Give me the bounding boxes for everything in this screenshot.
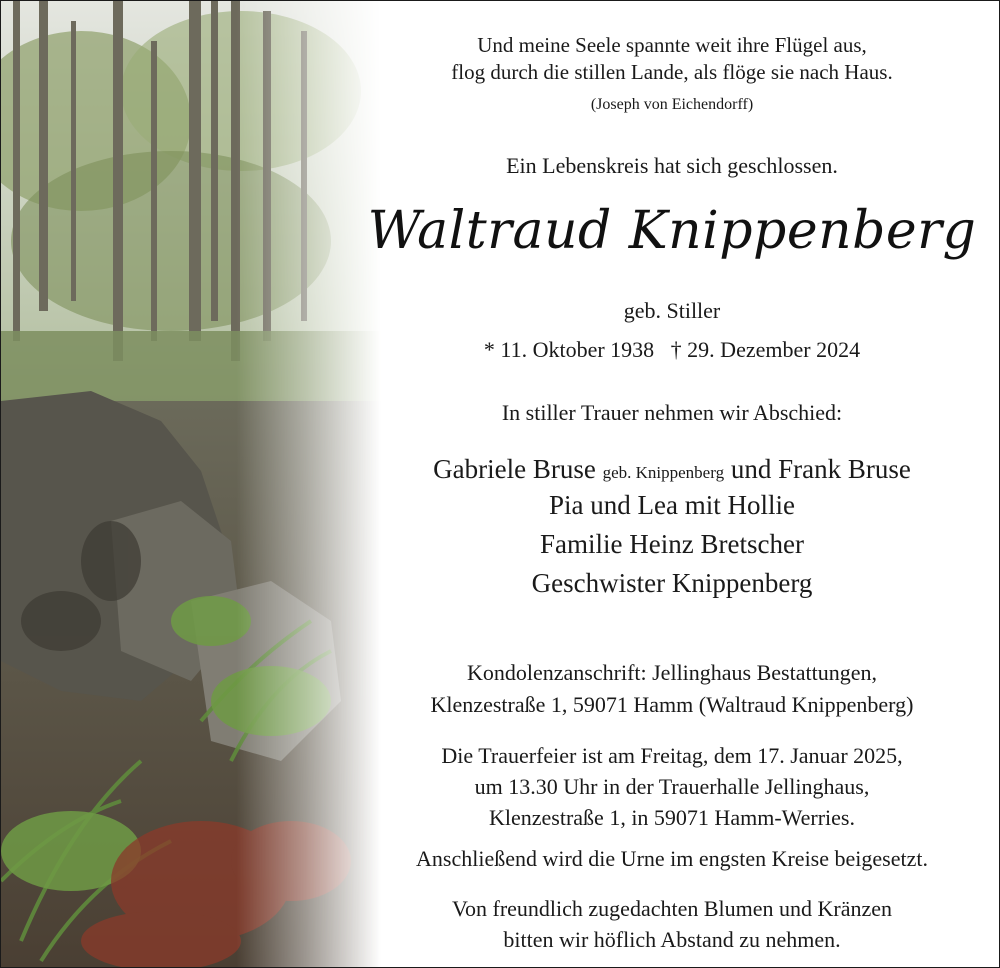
condolence-line-2: Klenzestraße 1, 59071 Hamm (Waltraud Knippenberg) bbox=[430, 692, 914, 717]
quote-line-1: Und meine Seele spannte weit ihre Flügel aus, bbox=[477, 33, 867, 57]
ceremony-line-3: Klenzestraße 1, in 59071 Hamm-Werries. bbox=[489, 805, 855, 830]
ceremony-line-2: um 13.30 Uhr in der Trauerhalle Jellinghaus, bbox=[474, 774, 870, 799]
mourning-intro: In stiller Trauer nehmen wir Abschied: bbox=[501, 400, 843, 425]
family-line-1-partner: und Frank Bruse bbox=[730, 454, 911, 484]
family-line-1-maiden: geb. Knippenberg bbox=[602, 463, 725, 482]
forest-photo bbox=[1, 1, 381, 967]
life-dates: * 11. Oktober 1938 † 29. Dezember 2024 bbox=[483, 337, 861, 362]
family-line-3: Familie Heinz Bretscher bbox=[540, 529, 804, 559]
ceremony-line-4: Anschließend wird die Urne im engsten Kreise beigesetzt. bbox=[416, 846, 928, 871]
family-line-1-name: Gabriele Bruse bbox=[433, 454, 596, 484]
notice-text bbox=[357, 1, 987, 967]
flowers-line-1: Von freundlich zugedachten Blumen und Kränzen bbox=[451, 896, 893, 921]
condolence-line-1: Kondolenzanschrift: Jellinghaus Bestattungen, bbox=[467, 660, 877, 685]
flowers-line-2: bitten wir höflich Abstand zu nehmen. bbox=[503, 927, 841, 952]
family-line-1 bbox=[357, 454, 987, 485]
quote-author: (Joseph von Eichendorff) bbox=[590, 96, 754, 113]
ceremony-line-1: Die Trauerfeier ist am Freitag, dem 17. Januar 2025, bbox=[441, 743, 903, 768]
quote-line-2: flog durch die stillen Lande, als flöge sie nach Haus. bbox=[451, 60, 893, 84]
family-line-4: Geschwister Knippenberg bbox=[531, 568, 813, 598]
intro-line: Ein Lebenskreis hat sich geschlossen. bbox=[506, 153, 838, 178]
forest-illustration bbox=[1, 1, 381, 967]
maiden-name: geb. Stiller bbox=[623, 298, 721, 323]
deceased-name: Waltraud Knippenberg bbox=[367, 201, 977, 261]
family-line-2: Pia und Lea mit Hollie bbox=[549, 490, 795, 520]
